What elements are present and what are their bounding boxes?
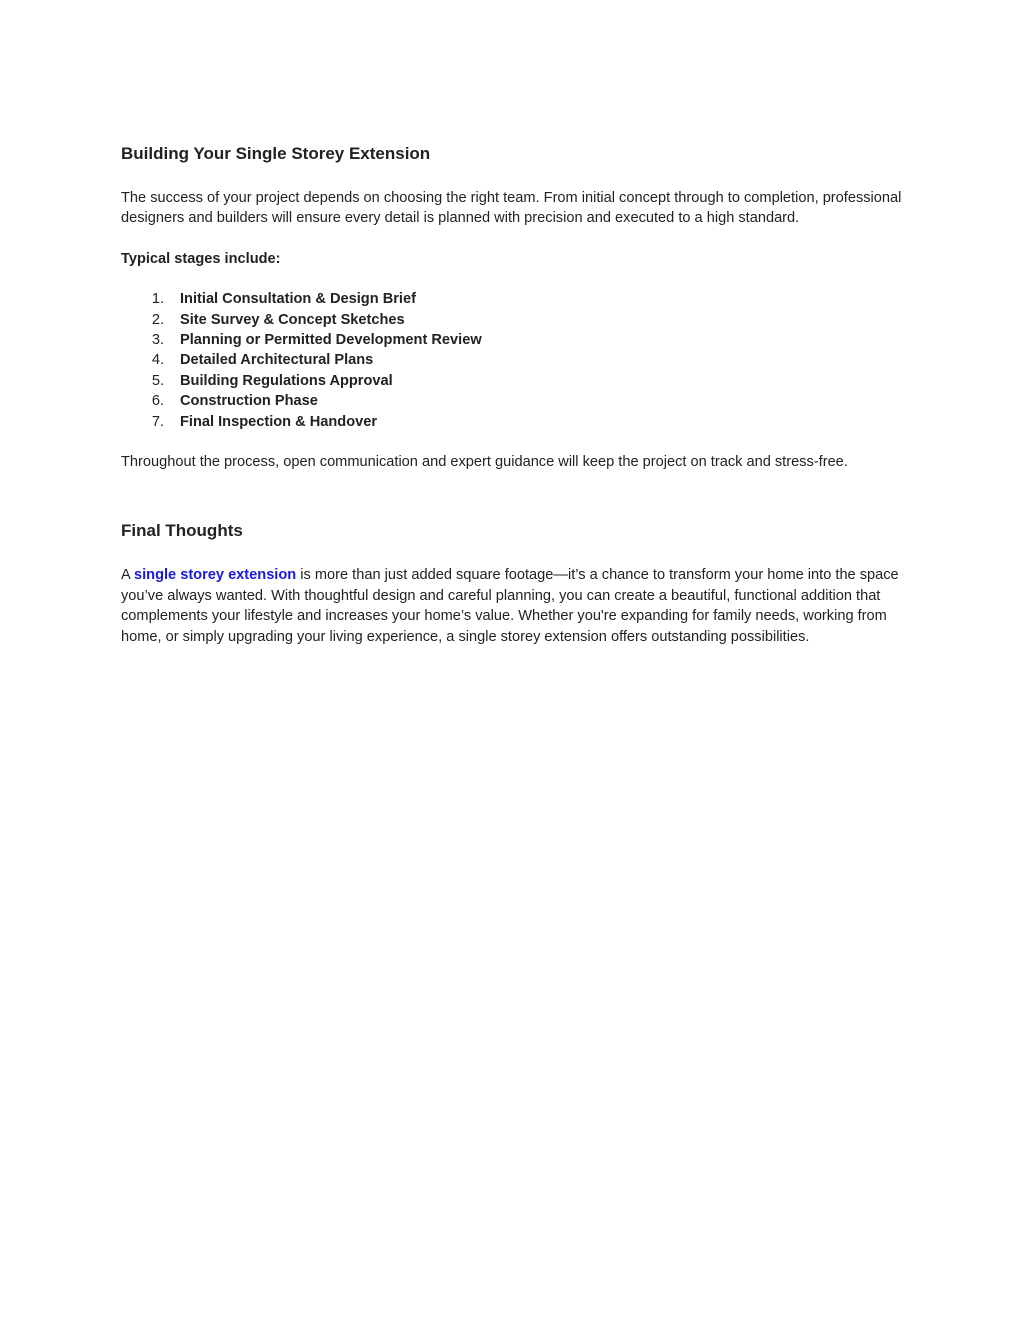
list-item-number: 3.: [151, 332, 164, 348]
list-item-label: Final Inspection & Handover: [180, 413, 378, 430]
list-item-number: 4.: [151, 352, 164, 369]
list-item-label: Initial Consultation & Design Brief: [180, 291, 416, 308]
list-item-number: 1.: [151, 291, 164, 308]
list-item-label: Construction Phase: [180, 393, 318, 410]
list-item-number: 6.: [151, 393, 164, 410]
final-text-before-link: A: [121, 567, 134, 584]
list-item-number: 5.: [151, 372, 164, 389]
list-item: [121, 371, 911, 391]
list-item-number: 7.: [151, 413, 164, 430]
section-heading-final-thoughts: Final Thoughts: [121, 521, 243, 541]
single-storey-extension-link[interactable]: single storey extension: [133, 567, 297, 584]
list-item-label: Building Regulations Approval: [180, 372, 393, 389]
document-page: [121, 143, 911, 647]
list-item-label: Site Survey & Concept Sketches: [180, 311, 405, 328]
stages-label: Typical stages include:: [121, 250, 281, 267]
list-item: [121, 350, 911, 370]
list-item-label: Planning or Permitted Development Review: [180, 332, 482, 348]
final-text-after-link: is more than just added square footage—it’s a chance to transform your home into the space you’ve always wanted. With thoughtful design and careful planning, you can create a beautiful, functional addition that complements your lifestyle and increases your home’s value. Whether you're expanding for family needs, working from home, or simply upgrading your living experience, a single storey extension offers outstanding possibilities.: [121, 567, 899, 645]
intro-paragraph: The success of your project depends on choosing the right team. From initial concept through to completion, professional designers and builders will ensure every detail is planned with precision and executed to a high standard.: [121, 190, 902, 227]
list-item: [121, 310, 911, 330]
list-item: [121, 289, 911, 309]
list-item-number: 2.: [151, 311, 164, 328]
list-item: [121, 412, 911, 432]
list-item-label: Detailed Architectural Plans: [180, 352, 374, 369]
list-item: [121, 330, 911, 350]
final-paragraph: [121, 565, 911, 647]
stages-list: [121, 289, 911, 432]
closing-paragraph: Throughout the process, open communication and expert guidance will keep the project on track and stress-free.: [121, 453, 848, 470]
list-item: [121, 391, 911, 411]
section-heading-building: Building Your Single Storey Extension: [121, 144, 431, 163]
